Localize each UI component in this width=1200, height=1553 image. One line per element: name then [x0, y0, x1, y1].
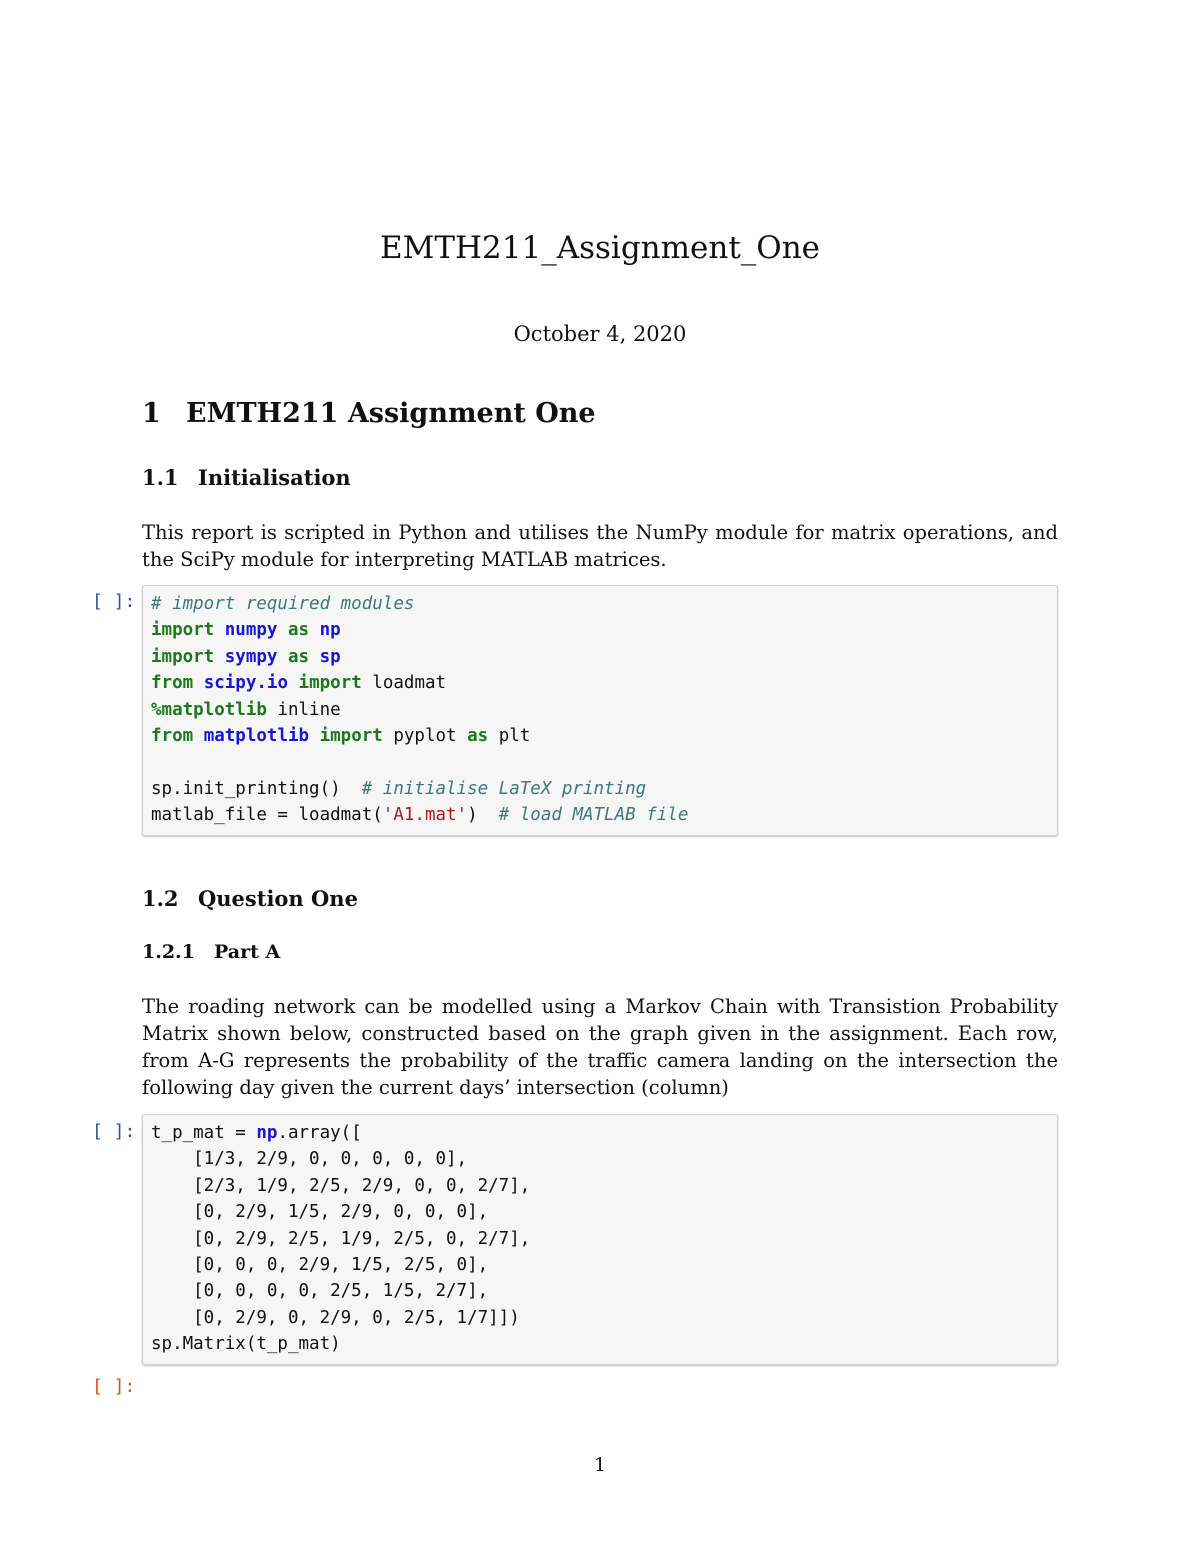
code-token — [277, 647, 288, 667]
code-line — [151, 670, 1049, 696]
code-token: sp.Matrix(t_p_mat) — [151, 1334, 341, 1355]
code-token: scipy.io — [203, 673, 288, 694]
code-token: [0, 2/9, 0, 2/9, 0, 2/5, 1/7]]) — [151, 1307, 520, 1328]
code-token — [309, 620, 320, 640]
code-token: np — [256, 1123, 278, 1143]
code-token: [0, 2/9, 1/5, 2/9, 0, 0, 0], — [151, 1202, 489, 1223]
code-line — [151, 1331, 1049, 1357]
section-heading-1 — [142, 398, 596, 429]
page-number: 1 — [593, 1454, 607, 1476]
code-token: matplotlib — [203, 725, 310, 746]
code-token: sp — [319, 646, 341, 667]
code-line — [151, 776, 1049, 802]
code-token: import — [319, 725, 383, 746]
code-token: t_p_mat = — [151, 1123, 257, 1143]
section-title: Initialisation — [198, 465, 351, 490]
code-line — [151, 1226, 1049, 1252]
code-line — [151, 1199, 1049, 1225]
code-line — [151, 617, 1049, 643]
code-token: np — [319, 620, 341, 641]
code-token: numpy — [224, 620, 278, 641]
code-token: [1/3, 2/9, 0, 0, 0, 0, 0], — [151, 1149, 468, 1170]
code-token: [0, 0, 0, 0, 2/5, 1/5, 2/7], — [151, 1281, 489, 1302]
code-cell-transition-matrix[interactable] — [142, 1114, 1058, 1365]
code-cell-imports[interactable] — [142, 585, 1058, 836]
code-token: as — [288, 620, 310, 641]
code-token — [193, 673, 204, 693]
code-token: sp.init_printing() — [151, 778, 362, 799]
code-line — [151, 1278, 1049, 1304]
section-number: 1.1 — [142, 465, 179, 490]
code-token: pyplot — [382, 725, 468, 746]
code-token: from — [151, 725, 194, 746]
code-token: # load MATLAB file — [498, 805, 689, 826]
code-line — [151, 1120, 1049, 1146]
code-token: import — [151, 620, 215, 641]
code-token — [309, 647, 320, 667]
code-line — [151, 1252, 1049, 1278]
code-token: inline — [266, 699, 341, 720]
code-token: [0, 2/9, 2/5, 1/9, 2/5, 0, 2/7], — [151, 1228, 531, 1249]
code-token: 'A1.mat' — [382, 805, 468, 826]
code-token: [0, 0, 0, 2/9, 1/5, 2/5, 0], — [151, 1254, 489, 1275]
section-title: Part A — [214, 941, 281, 963]
code-token — [309, 726, 320, 746]
code-token: as — [288, 646, 310, 667]
code-token: import — [298, 673, 362, 694]
code-token — [214, 620, 225, 640]
code-token: # initialise LaTeX printing — [361, 778, 647, 799]
code-line — [151, 1305, 1049, 1331]
code-token — [288, 673, 299, 693]
code-line — [151, 697, 1049, 723]
code-token: # import required modules — [151, 594, 415, 614]
code-token: loadmat — [361, 673, 447, 694]
part-a-paragraph: The roading network can be modelled using a Markov Chain with Transistion Probability Matrix shown below, constructed based on the graph given in the assignment. Each row, from A-G represents the probability of the traffic camera landing on the intersection the following day given the current days’ intersection (column) — [142, 995, 1058, 1099]
section-number: 1.2.1 — [142, 941, 195, 963]
code-line — [151, 1173, 1049, 1199]
section-heading-1-1 — [142, 465, 351, 490]
code-token: ) — [467, 805, 499, 826]
document-title: EMTH211_Assignment_One — [379, 230, 821, 266]
code-token — [214, 647, 225, 667]
section-heading-1-2-1 — [142, 941, 280, 963]
code-line — [151, 802, 1049, 828]
input-prompt-1: [ ]: — [92, 591, 136, 612]
code-line — [151, 749, 1049, 775]
output-prompt: [ ]: — [92, 1376, 136, 1397]
code-token: %matplotlib — [151, 699, 267, 720]
code-token: as — [467, 725, 489, 746]
code-token: sympy — [224, 646, 278, 667]
input-prompt-2: [ ]: — [92, 1121, 136, 1142]
section-title: EMTH211 Assignment One — [186, 398, 596, 429]
code-token: import — [151, 646, 215, 667]
code-token — [277, 620, 288, 640]
intro-paragraph: This report is scripted in Python and utilises the NumPy module for matrix operations, and the SciPy module for interpreting MATLAB matrices. — [142, 521, 1058, 571]
code-token — [193, 726, 204, 746]
code-token: [2/3, 1/9, 2/5, 2/9, 0, 0, 2/7], — [151, 1175, 531, 1196]
code-token: from — [151, 673, 194, 694]
section-number: 1 — [142, 398, 161, 429]
code-line — [151, 644, 1049, 670]
document-date: October 4, 2020 — [513, 322, 687, 346]
section-number: 1.2 — [142, 886, 179, 911]
section-title: Question One — [198, 886, 358, 911]
code-token: matlab_file = loadmat( — [151, 805, 383, 826]
code-token: .array([ — [277, 1123, 362, 1143]
section-heading-1-2 — [142, 886, 358, 911]
code-line — [151, 591, 1049, 617]
code-token: plt — [488, 725, 531, 746]
code-line — [151, 723, 1049, 749]
code-line — [151, 1146, 1049, 1172]
